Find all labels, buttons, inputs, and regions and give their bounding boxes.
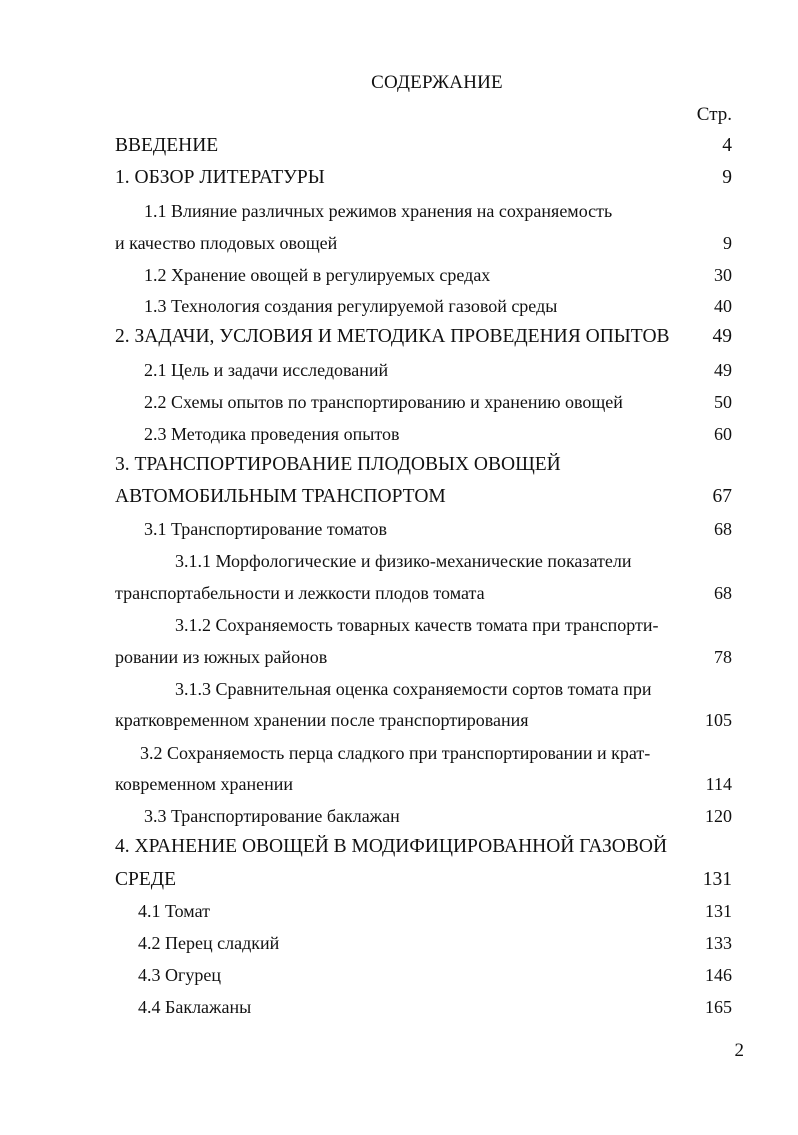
toc-entry-page: 165 bbox=[705, 997, 732, 1017]
toc-entry-page: 49 bbox=[712, 326, 732, 347]
toc-entry-text: 1.1 Влияние различных режимов хранения на сохраняемость bbox=[144, 201, 613, 221]
toc-entry-text: 1. ОБЗОР ЛИТЕРАТУРЫ bbox=[115, 167, 325, 188]
toc-entry bbox=[0, 292, 798, 320]
toc-entry bbox=[0, 164, 798, 192]
toc-entry bbox=[0, 388, 798, 416]
toc-entry-text: 4.2 Перец сладкий bbox=[138, 933, 280, 953]
toc-entry-text: 3.1.2 Сохраняемость товарных качеств томата при транспорти- bbox=[175, 615, 659, 635]
toc-entry bbox=[0, 643, 798, 671]
toc-entry-page: 50 bbox=[714, 392, 732, 412]
toc-entry-page: 30 bbox=[714, 265, 732, 285]
toc-entry bbox=[0, 515, 798, 543]
toc-entry bbox=[0, 611, 798, 639]
toc-entry-text: кратковременном хранении после транспортирования bbox=[115, 710, 529, 730]
toc-entry-text: 3.3 Транспортирование баклажан bbox=[144, 806, 400, 826]
toc-entry bbox=[0, 961, 798, 989]
toc-entry bbox=[0, 929, 798, 957]
toc-entry-text: ковременном хранении bbox=[115, 774, 294, 794]
toc-entry bbox=[0, 897, 798, 925]
toc-entry bbox=[0, 833, 798, 861]
toc-entry-page: 146 bbox=[705, 965, 732, 985]
toc-entry-text: 1.2 Хранение овощей в регулируемых средах bbox=[144, 265, 491, 285]
toc-entry-text: 4. ХРАНЕНИЕ ОВОЩЕЙ В МОДИФИЦИРОВАННОЙ ГАЗОВОЙ bbox=[115, 836, 668, 857]
toc-entry bbox=[0, 132, 798, 160]
footer-page-number: 2 bbox=[734, 1040, 744, 1061]
toc-entry-text: ВВЕДЕНИЕ bbox=[115, 135, 219, 156]
toc-entry-text: 3. ТРАНСПОРТИРОВАНИЕ ПЛОДОВЫХ ОВОЩЕЙ bbox=[115, 454, 561, 475]
toc-entry-page: 131 bbox=[702, 869, 732, 890]
toc-entry bbox=[0, 547, 798, 575]
toc-entry-page: 49 bbox=[714, 360, 732, 380]
toc-entry bbox=[0, 323, 798, 351]
toc-entry bbox=[0, 993, 798, 1021]
toc-entry-text: 4.4 Баклажаны bbox=[138, 997, 252, 1017]
toc-entry-page: 105 bbox=[705, 710, 732, 730]
toc-entry-text: 4.3 Огурец bbox=[138, 965, 222, 985]
toc-entry-text: 3.2 Сохраняемость перца сладкого при транспортировании и крат- bbox=[140, 743, 651, 763]
toc-entry-page: 67 bbox=[712, 486, 732, 507]
toc-entry bbox=[0, 229, 798, 257]
toc-entry-text: 3.1.1 Морфологические и физико-механические показатели bbox=[175, 551, 632, 571]
toc-entry-text: 3.1.3 Сравнительная оценка сохраняемости сортов томата при bbox=[175, 679, 652, 699]
toc-entry-page: 4 bbox=[722, 135, 732, 156]
toc-entry bbox=[0, 420, 798, 448]
toc-entry-text: 2.1 Цель и задачи исследований bbox=[144, 360, 389, 380]
toc-entry bbox=[0, 356, 798, 384]
toc-entry bbox=[0, 802, 798, 830]
toc-entry bbox=[0, 579, 798, 607]
toc-entry bbox=[0, 770, 798, 798]
page-title: СОДЕРЖАНИЕ bbox=[371, 72, 503, 93]
toc-entry-page: 131 bbox=[705, 901, 732, 921]
toc-entry-text: и качество плодовых овощей bbox=[115, 233, 338, 253]
toc-entry bbox=[0, 706, 798, 734]
toc-entry-text: АВТОМОБИЛЬНЫМ ТРАНСПОРТОМ bbox=[115, 486, 446, 507]
toc-entry-page: 133 bbox=[705, 933, 732, 953]
toc-entry-text: СРЕДЕ bbox=[115, 869, 176, 890]
toc-entry-page: 9 bbox=[722, 167, 732, 188]
toc-entry bbox=[0, 675, 798, 703]
toc-entry-page: 114 bbox=[705, 774, 732, 794]
toc-entry-page: 68 bbox=[714, 583, 732, 603]
toc-entry bbox=[0, 261, 798, 289]
page-column-label: Стр. bbox=[696, 104, 732, 125]
toc-entry-text: 1.3 Технология создания регулируемой газовой среды bbox=[144, 296, 558, 316]
toc-entry-text: ровании из южных районов bbox=[115, 647, 328, 667]
toc-entry-page: 78 bbox=[714, 647, 732, 667]
toc-entry-page: 40 bbox=[714, 296, 732, 316]
toc-entry-text: 3.1 Транспортирование томатов bbox=[144, 519, 388, 539]
toc-entry-page: 120 bbox=[705, 806, 732, 826]
toc-entry-text: 2. ЗАДАЧИ, УСЛОВИЯ И МЕТОДИКА ПРОВЕДЕНИЯ ОПЫТОВ bbox=[115, 326, 670, 347]
toc-entry-text: 2.3 Методика проведения опытов bbox=[144, 424, 400, 444]
toc-entry-text: транспортабельности и лежкости плодов томата bbox=[115, 583, 485, 603]
toc-entry-page: 60 bbox=[714, 424, 732, 444]
toc-entry bbox=[0, 451, 798, 479]
toc-entry bbox=[0, 197, 798, 225]
toc-entry-text: 4.1 Томат bbox=[138, 901, 210, 921]
toc-entry-page: 9 bbox=[723, 233, 732, 253]
toc-entry bbox=[0, 866, 798, 894]
toc-entry bbox=[0, 739, 798, 767]
toc-entry bbox=[0, 483, 798, 511]
toc-entry-page: 68 bbox=[714, 519, 732, 539]
toc-entry-text: 2.2 Схемы опытов по транспортированию и хранению овощей bbox=[144, 392, 623, 412]
